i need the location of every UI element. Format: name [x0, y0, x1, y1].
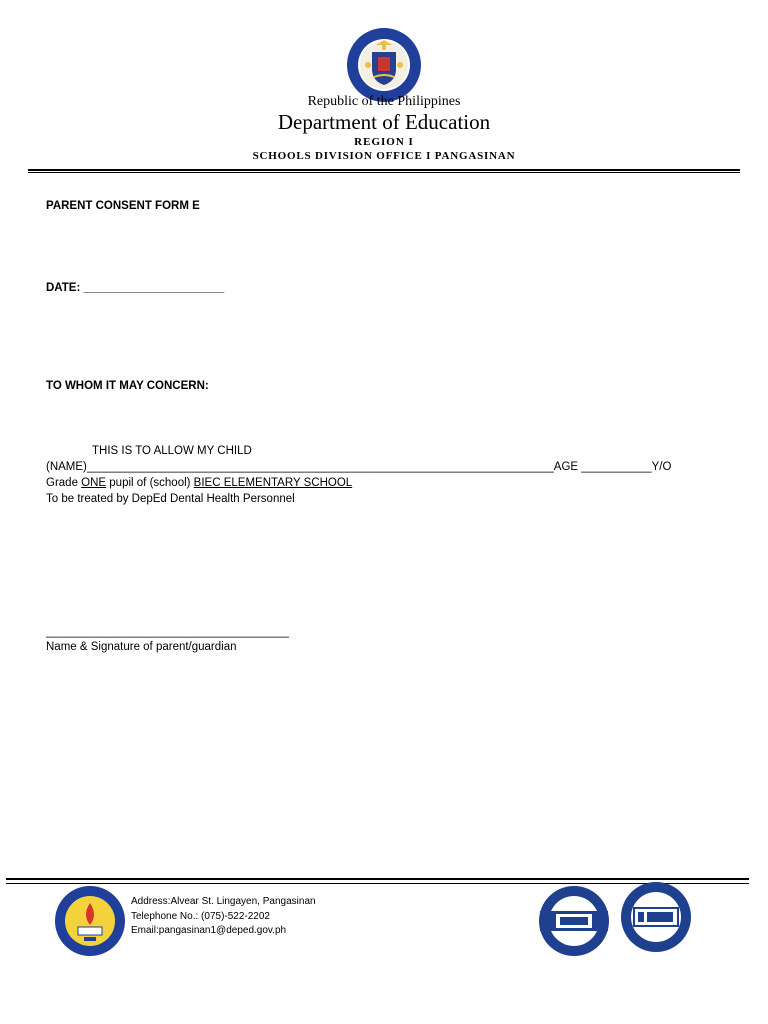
iqnet-certification-icon [620, 881, 692, 953]
division-text: SCHOOLS DIVISION OFFICE I PANGASINAN [252, 150, 516, 162]
form-title: PARENT CONSENT FORM E [46, 200, 200, 212]
grade-middle: pupil of (school) [106, 477, 194, 489]
telephone-text: Telephone No.: (075)-522-2202 [131, 910, 270, 922]
date-row [46, 282, 224, 294]
email-text: Email:pangasinan1@deped.gov.ph [131, 925, 287, 936]
grade-prefix: Grade [46, 477, 82, 489]
school-value: BIEC ELEMENTARY SCHOOL [193, 477, 353, 489]
republic-text: Republic of the Philippines [307, 94, 461, 109]
deped-seal-icon [346, 27, 422, 103]
footer-divider [6, 878, 749, 880]
dqs-certification-icon [538, 885, 610, 957]
sdo-pangasinan-seal-icon [54, 885, 126, 957]
department-title: Department of Education [277, 110, 491, 134]
address-text: Address:Alvear St. Lingayen, Pangasinan [131, 896, 316, 907]
region-text: REGION I [354, 136, 414, 148]
name-age-field[interactable]: (NAME)_________________________________________________________________________AGE ___________Y/O [46, 461, 672, 473]
date-field[interactable]: ______________________ [83, 282, 225, 294]
grade-school-row [46, 477, 352, 489]
header-divider-thin [28, 172, 740, 173]
date-label: DATE: [46, 282, 81, 294]
treated-by: To be treated by DepEd Dental Health Personnel [46, 493, 295, 505]
signature-label: Name & Signature of parent/guardian [46, 641, 237, 653]
allow-text: THIS IS TO ALLOW MY CHILD [92, 445, 252, 457]
contact-block [131, 895, 316, 939]
grade-value: ONE [81, 477, 107, 489]
salutation: TO WHOM IT MAY CONCERN: [46, 380, 209, 392]
signature-line[interactable]: ______________________________________ [46, 626, 290, 638]
header-divider [28, 169, 740, 171]
